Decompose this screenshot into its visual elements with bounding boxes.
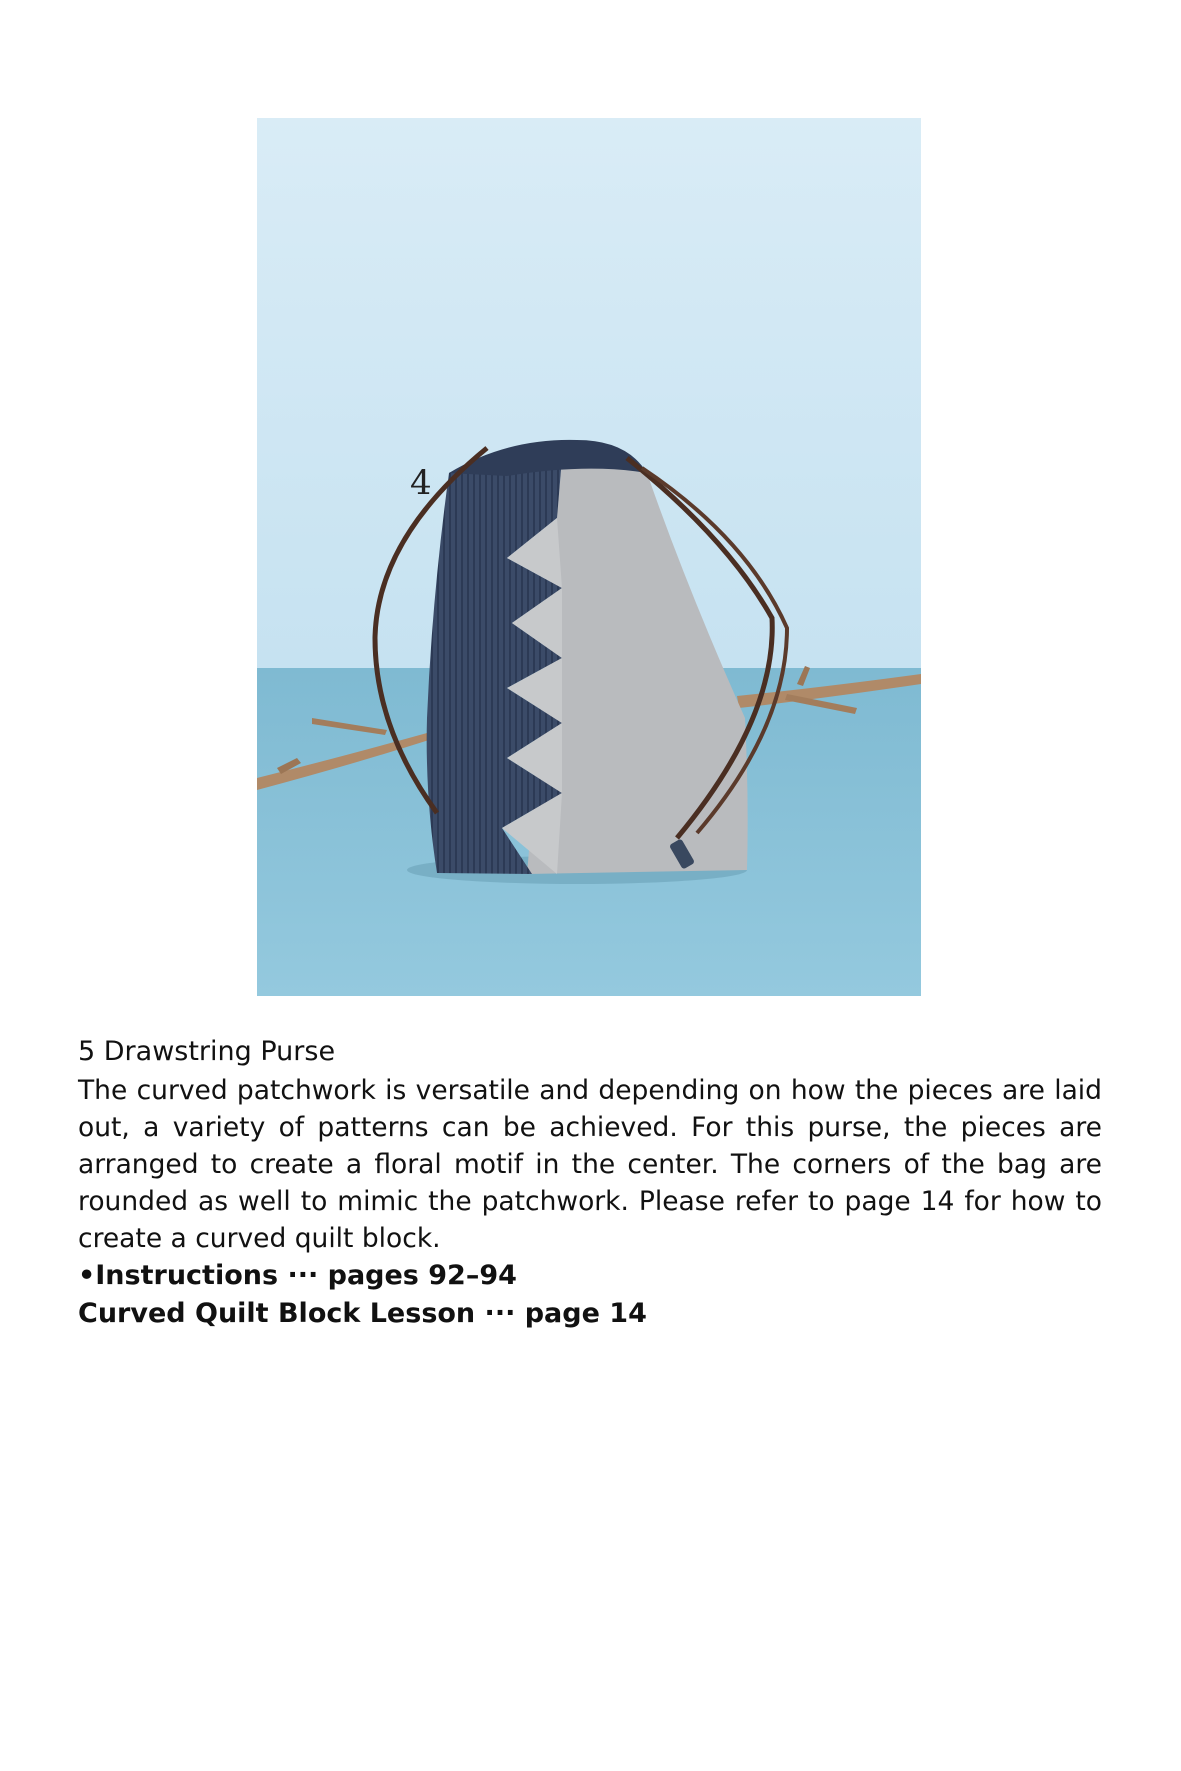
photo-number: 4	[410, 463, 432, 503]
product-photo	[257, 118, 921, 996]
item-title: 5 Drawstring Purse	[78, 1036, 336, 1067]
description-block	[78, 1032, 1102, 1333]
lesson-reference: Curved Quilt Block Lesson ··· page 14	[78, 1298, 647, 1329]
item-description: The curved patchwork is versatile and depending on how the pieces are laid out, a variety of patterns can be achieved. For this purse, the pieces are arranged to create a floral motif in the center. The corners of the bag are rounded as well to mimic the patchwork. Please refer to page 14 for how to create a curved quilt block.	[78, 1075, 1102, 1254]
instructions-reference: •Instructions ··· pages 92–94	[78, 1260, 517, 1291]
drawstring-purse-photo	[257, 118, 921, 996]
